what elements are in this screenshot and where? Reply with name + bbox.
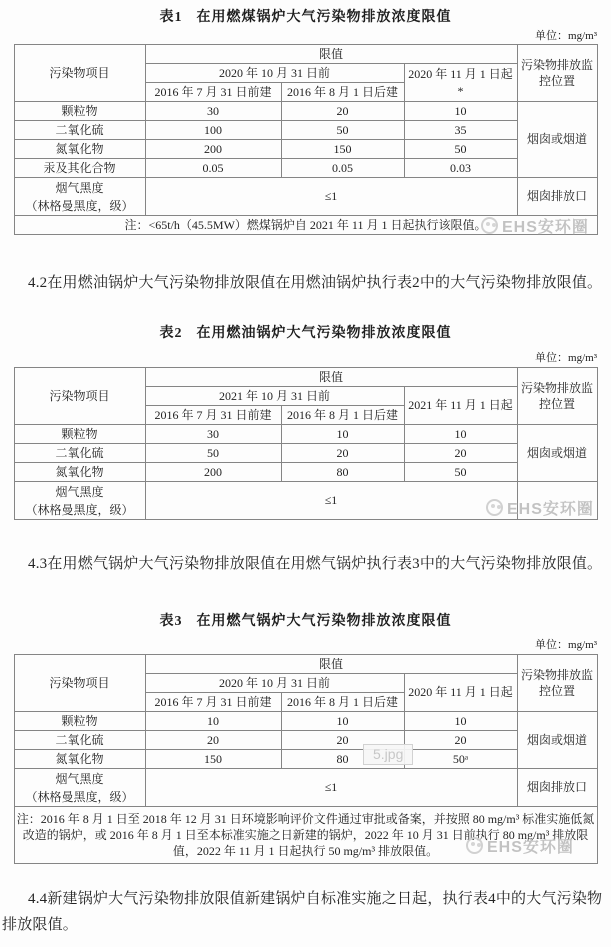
limit-value: 50	[145, 444, 281, 463]
table2-pollutant-header: 污染物项目	[14, 368, 145, 425]
smoke-blackness-line1: 烟气黑度	[55, 180, 104, 195]
smoke-blackness-value: ≤1	[145, 178, 517, 216]
table2-title-text: 在用燃油锅炉大气污染物排放浓度限值	[196, 326, 452, 341]
smoke-blackness-label	[14, 482, 145, 520]
pollutant-name: 二氧化硫	[14, 731, 145, 750]
watermark-text: EHS安环圈	[507, 501, 594, 518]
limit-value: 10	[404, 425, 517, 444]
limit-value: 20	[281, 102, 404, 121]
table3-col3-header: 2020 年 11 月 1 日起	[404, 674, 517, 712]
table2-monitor-header: 污染物排放监控位置	[517, 368, 597, 425]
watermark-text: EHS安环圈	[502, 219, 589, 236]
pollutant-name: 氮氧化物	[14, 750, 145, 769]
limit-value: 150	[281, 140, 404, 159]
table-row	[14, 178, 597, 216]
limit-value: 0.05	[281, 159, 404, 178]
table3-title	[0, 610, 611, 630]
smoke-blackness-value: ≤1	[145, 769, 517, 807]
limit-value: 80	[281, 750, 404, 769]
table2-outlet-location	[517, 482, 597, 520]
limit-value: 200	[145, 140, 281, 159]
pollutant-name: 汞及其化合物	[14, 159, 145, 178]
table3-note: 注：2016 年 8 月 1 日至 2018 年 12 月 31 日环境影响评价文件通过审批或备案，并按照 80 mg/m³ 标准实施低氮改造的锅炉，或 2016 年 8 月 1 日至本标准实施之日新建的锅炉，2022 年 10 月 31 日前执行 80 mg/m³ 排放限值，2022 年 11 月 1 日起执行 50 mg/m³ 排放限值。	[14, 807, 597, 864]
limit-value: 10	[281, 425, 404, 444]
table2-duct-location: 烟囱或烟道	[517, 425, 597, 482]
table-row	[14, 731, 597, 750]
pollutant-name: 颗粒物	[14, 102, 145, 121]
limit-value: 10	[281, 712, 404, 731]
image-filename-placeholder: 5.jpg	[363, 744, 413, 765]
table3-unit-label: 单位：mg/m³	[535, 639, 597, 651]
table-row	[14, 102, 597, 121]
table-row	[14, 159, 597, 178]
table-row	[14, 140, 597, 159]
table1-col1-header: 2016 年 7 月 31 日前建	[145, 83, 281, 102]
limit-value: 150	[145, 750, 281, 769]
pollutant-name: 氮氧化物	[14, 463, 145, 482]
paragraph-4-4: 4.4新建锅炉大气污染物排放限值新建锅炉自标准实施之日起，执行表4中的大气污染物排放限值。	[2, 891, 603, 934]
table3-duct-location: 烟囱或烟道	[517, 712, 597, 769]
limit-value: 35	[404, 121, 517, 140]
smoke-blackness-line2: （林格曼黑度，级）	[25, 789, 134, 804]
table2-limit-header: 限值	[145, 368, 517, 387]
limit-value: 10	[404, 712, 517, 731]
limit-value: 20	[404, 731, 517, 750]
table3-before-group-header: 2020 年 10 月 31 日前	[145, 674, 404, 693]
table1-pollutant-header: 污染物项目	[14, 45, 145, 102]
table2-title-number: 表2	[159, 326, 183, 341]
table-row	[14, 121, 597, 140]
table3-outlet-location: 烟囱排放口	[517, 769, 597, 807]
table3-col2-header: 2016 年 8 月 1 日后建	[281, 693, 404, 712]
table1-duct-location: 烟囱或烟道	[517, 102, 597, 178]
smoke-blackness-line2: （林格曼黑度，级）	[25, 198, 134, 213]
table-row	[14, 655, 597, 674]
table-row	[14, 750, 597, 769]
smoke-blackness-line1: 烟气黑度	[55, 771, 104, 786]
limit-value: 50ᵃ	[404, 750, 517, 769]
table1	[14, 44, 598, 235]
smoke-blackness-value: ≤1	[145, 482, 517, 520]
table-row	[14, 463, 597, 482]
table1-note: 注：<65t/h（45.5MW）燃煤锅炉自 2021 年 11 月 1 日起执行该限值。	[14, 216, 597, 235]
table2-container	[0, 367, 611, 520]
limit-value: 20	[281, 731, 404, 750]
limit-value: 100	[145, 121, 281, 140]
table-row	[14, 444, 597, 463]
table1-unit-label: 单位：mg/m³	[535, 30, 597, 42]
table2	[14, 367, 598, 520]
smoke-blackness-line2: （林格曼黑度，级）	[25, 502, 134, 517]
table-row	[14, 216, 597, 235]
limit-value: 0.05	[145, 159, 281, 178]
limit-value: 200	[145, 463, 281, 482]
limit-value: 0.03	[404, 159, 517, 178]
limit-value: 10	[145, 712, 281, 731]
limit-value: 20	[145, 731, 281, 750]
table3-limit-header: 限值	[145, 655, 517, 674]
pollutant-name: 颗粒物	[14, 712, 145, 731]
limit-value: 50	[404, 463, 517, 482]
pollutant-name: 氮氧化物	[14, 140, 145, 159]
table3-col1-header: 2016 年 7 月 31 日前建	[145, 693, 281, 712]
table-row	[14, 482, 597, 520]
table1-limit-header: 限值	[145, 45, 517, 64]
table1-title-number: 表1	[159, 10, 183, 25]
limit-value: 50	[281, 121, 404, 140]
table1-title-text: 在用燃煤锅炉大气污染物排放浓度限值	[196, 10, 452, 25]
table1-monitor-header: 污染物排放监控位置	[517, 45, 597, 102]
table1-before-group-header: 2020 年 10 月 31 日前	[145, 64, 404, 83]
paragraph-4-2: 4.2在用燃油锅炉大气污染物排放限值在用燃油锅炉执行表2中的大气污染物排放限值。	[28, 275, 603, 291]
limit-value: 80	[281, 463, 404, 482]
table1-outlet-location: 烟囱排放口	[517, 178, 597, 216]
table1-container	[0, 44, 611, 235]
table-row	[14, 368, 597, 387]
limit-value: 10	[404, 102, 517, 121]
limit-value: 20	[281, 444, 404, 463]
limit-value: 30	[145, 425, 281, 444]
table-row	[14, 769, 597, 807]
table-row	[14, 807, 597, 864]
table3-monitor-header: 污染物排放监控位置	[517, 655, 597, 712]
table3-title-number: 表3	[159, 614, 183, 629]
limit-value: 30	[145, 102, 281, 121]
table1-col2-header: 2016 年 8 月 1 日后建	[281, 83, 404, 102]
table3-pollutant-header: 污染物项目	[14, 655, 145, 712]
table1-col3-header: 2020 年 11 月 1 日起*	[404, 64, 517, 102]
table3	[14, 654, 598, 864]
table2-col1-header: 2016 年 7 月 31 日前建	[145, 406, 281, 425]
pollutant-name: 二氧化硫	[14, 444, 145, 463]
table2-col3-header: 2021 年 11 月 1 日起	[404, 387, 517, 425]
smoke-blackness-label	[14, 178, 145, 216]
table2-title	[0, 322, 611, 342]
pollutant-name: 颗粒物	[14, 425, 145, 444]
table-row	[14, 425, 597, 444]
limit-value: 20	[404, 444, 517, 463]
smoke-blackness-label	[14, 769, 145, 807]
pollutant-name: 二氧化硫	[14, 121, 145, 140]
table1-title	[0, 6, 611, 26]
paragraph-4-3: 4.3在用燃气锅炉大气污染物排放限值在用燃气锅炉执行表3中的大气污染物排放限值。	[28, 556, 603, 572]
table2-unit-label: 单位：mg/m³	[535, 352, 597, 364]
table2-before-group-header: 2021 年 10 月 31 日前	[145, 387, 404, 406]
smoke-blackness-line1: 烟气黑度	[55, 484, 104, 499]
table2-col2-header: 2016 年 8 月 1 日后建	[281, 406, 404, 425]
limit-value: 50	[404, 140, 517, 159]
table3-container	[0, 654, 611, 864]
table-row	[14, 45, 597, 64]
table3-title-text: 在用燃气锅炉大气污染物排放浓度限值	[196, 614, 452, 629]
table-row	[14, 712, 597, 731]
watermark-text: EHS安环圈	[487, 839, 574, 856]
